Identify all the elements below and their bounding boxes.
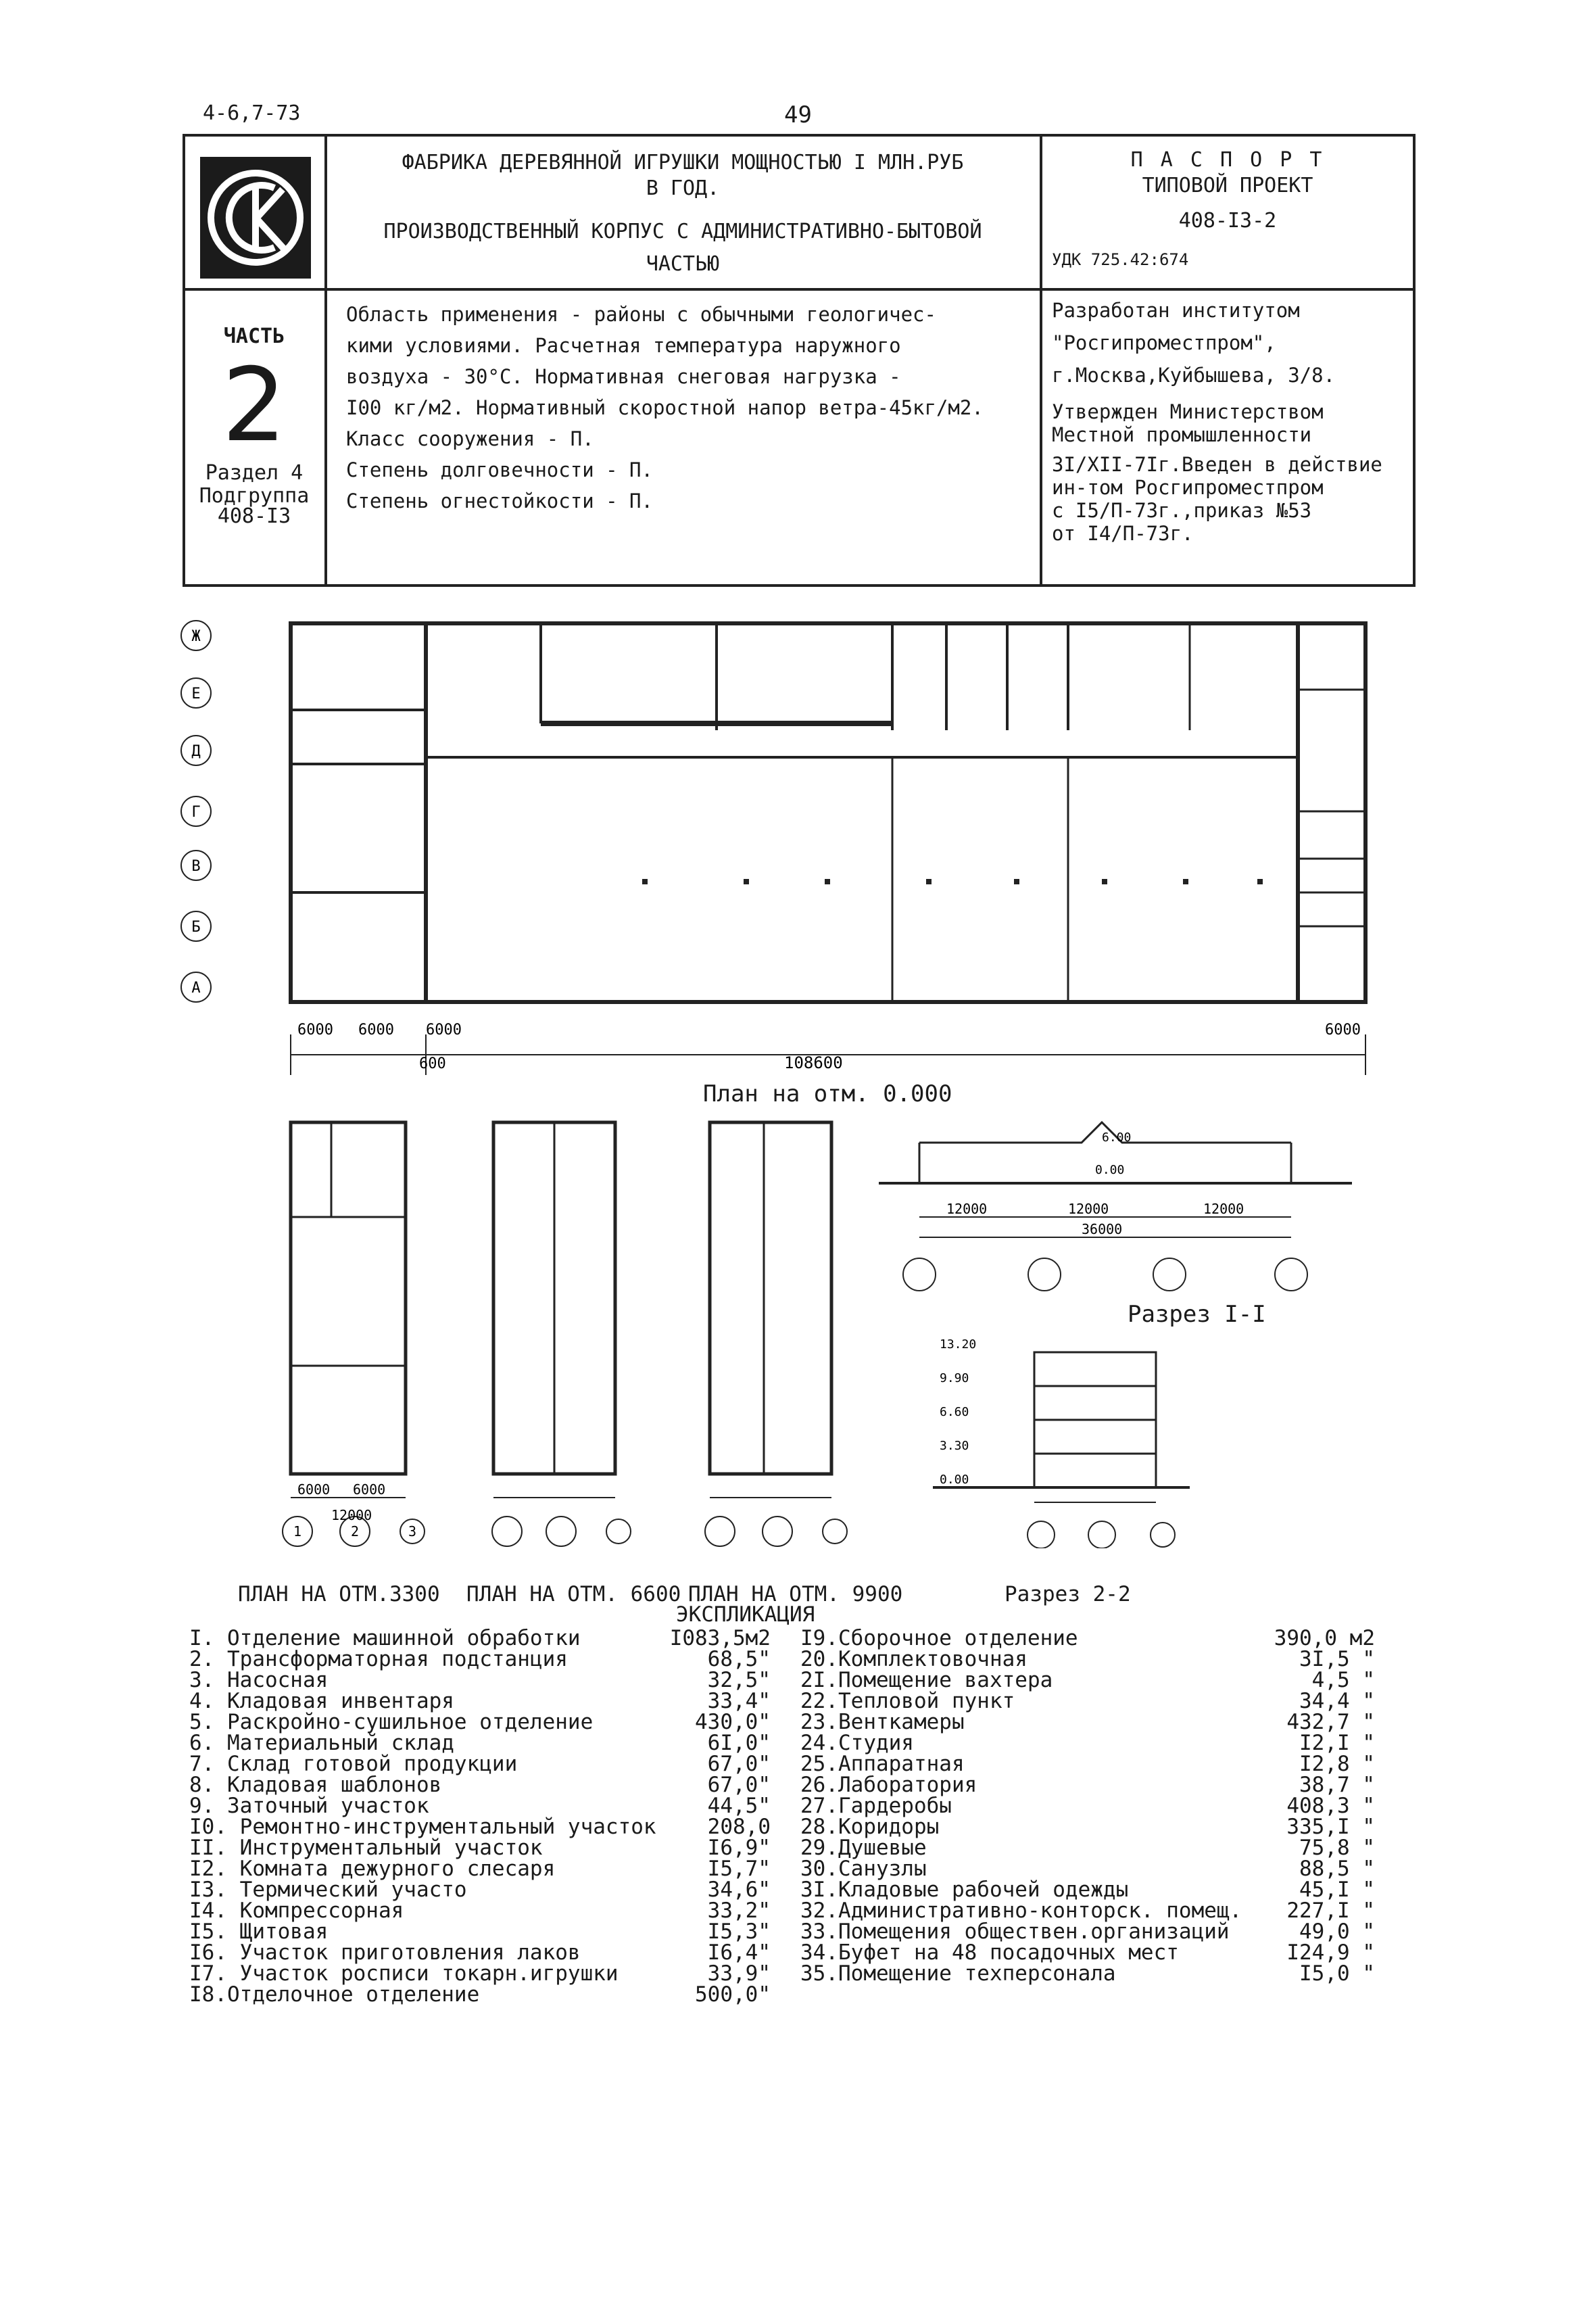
plan-6600 (466, 1116, 656, 1548)
explication-row (800, 1649, 1382, 1670)
explication-area-value: 75,8 " (1299, 1836, 1375, 1860)
explication-area-value: 45,I " (1299, 1878, 1375, 1902)
explication-area-value: I2,8 " (1299, 1752, 1375, 1776)
explication-room-name: 8. Кладовая шаблонов (189, 1773, 442, 1797)
explication-row (800, 1733, 1382, 1754)
explication-area-value: I5,0 " (1299, 1961, 1375, 1986)
section-line-1: Раздел 4 (205, 461, 304, 485)
explication-area-value: 38,7 " (1299, 1773, 1375, 1797)
explication-row (189, 1628, 771, 1649)
axis-number: 1 (293, 1523, 302, 1540)
explication-row (800, 1859, 1382, 1880)
explication-room-name: 7. Склад готовой продукции (189, 1752, 518, 1776)
axis-letter: Б (191, 919, 201, 936)
explication-room-name: 5. Раскройно-сушильное отделение (189, 1710, 594, 1734)
explication-row (189, 1670, 771, 1691)
explication-room-name: I6. Участок приготовления лаков (189, 1940, 581, 1965)
dev-line-4: Утвержден Министерством (1052, 400, 1324, 423)
explication-room-name: 2. Трансформаторная подстанция (189, 1647, 568, 1671)
explication-row (800, 1712, 1382, 1733)
part-number: 2 (222, 347, 287, 464)
explication-row (800, 1670, 1382, 1691)
axis-number: 2 (350, 1523, 360, 1540)
explication-room-name: 20.Комплектовочная (800, 1647, 1027, 1671)
explication-area-value: 335,I " (1286, 1815, 1375, 1839)
explication-room-name: 24.Студия (800, 1731, 914, 1755)
axis-letter: Г (191, 804, 201, 821)
axis-number: 3 (408, 1523, 417, 1540)
explication-row (189, 1859, 771, 1880)
explication-row (189, 1796, 771, 1817)
explication-area-value: I5,7" (707, 1857, 771, 1881)
udk-code: УДК 725.42:674 (1052, 250, 1189, 269)
dim-label: 600 (419, 1055, 446, 1072)
explication-area-value: 49,0 " (1299, 1919, 1375, 1944)
cond-line-2: кими условиями. Расчетная температура наружного (346, 334, 901, 357)
level-label: 6.60 (940, 1405, 969, 1419)
cond-line-5: Класс сооружения - П. (346, 427, 594, 450)
explication-room-name: I8.Отделочное отделение (189, 1982, 480, 2007)
explication-area-value: 430,0" (695, 1710, 771, 1734)
explication-room-name: 30.Санузлы (800, 1857, 927, 1881)
project-number: 408-I3-2 (1178, 209, 1277, 233)
explication-area-value: 432,7 " (1286, 1710, 1375, 1734)
explication-room-name: I. Отделение машинной обработки (189, 1626, 581, 1650)
explication-room-name: 9. Заточный участок (189, 1794, 429, 1818)
explication-row (189, 1649, 771, 1670)
part-label: ЧАСТЬ (223, 325, 285, 348)
section-line-2: Подгруппа (199, 484, 310, 508)
explication-room-name: I3. Термический участо (189, 1878, 467, 1902)
project-title (331, 150, 1034, 277)
explication-room-name: I0. Ремонтно-инструментальный участок (189, 1815, 656, 1839)
explication-area-value: 67,0" (707, 1752, 771, 1776)
explication-area-value: 4,5 " (1311, 1668, 1375, 1692)
explication-row (189, 1733, 771, 1754)
conditions-block (346, 299, 1038, 517)
explication-room-name: 33.Помещения обществен.организаций (800, 1919, 1230, 1944)
title-line-3: ПРОИЗВОДСТВЕННЫЙ КОРПУС С АДМИНИСТРАТИВНО-БЫТОВОЙ (383, 220, 982, 243)
explication-area-value: 34,6" (707, 1878, 771, 1902)
explication-room-name: 22.Тепловой пункт (800, 1689, 1015, 1713)
section-2-caption: Разрез 2-2 (1005, 1582, 1131, 1606)
explication-row (800, 1919, 1382, 1944)
axis-letter: Е (191, 686, 201, 702)
explication-row (189, 1984, 771, 2005)
explication-row (189, 1712, 771, 1733)
explication-row (800, 1796, 1382, 1817)
section-1-1 (879, 1095, 1352, 1312)
level-label: 13.20 (940, 1337, 977, 1352)
explication-area-value: 44,5" (707, 1794, 771, 1818)
explication-room-name: 6. Материальный склад (189, 1731, 454, 1755)
section-line-3: 408-I3 (217, 504, 291, 528)
axis-letter: В (191, 858, 201, 875)
explication-row (189, 1919, 771, 1944)
explication-room-name: I9.Сборочное отделение (800, 1626, 1078, 1650)
explication-room-name: I4. Компрессорная (189, 1899, 404, 1923)
dim-label: 12000 (1203, 1201, 1244, 1217)
cond-line-6: Степень долговечности - П. (346, 458, 653, 481)
dim-label: 12000 (331, 1507, 372, 1523)
axis-letter: Д (191, 743, 201, 760)
dim-label: 6000 (358, 1022, 394, 1039)
explication-area-value: 500,0" (695, 1982, 771, 2007)
axis-letter: Ж (191, 628, 201, 645)
explication-left (189, 1628, 771, 2005)
explication-row (189, 1838, 771, 1859)
explication-area-value: I6,9" (707, 1836, 771, 1860)
explication-area-value: 67,0" (707, 1773, 771, 1797)
explication-area-value: 33,9" (707, 1961, 771, 1986)
explication-row (800, 1942, 1382, 1963)
explication-area-value: 390,0 м2 (1274, 1626, 1375, 1650)
explication-room-name: I7. Участок росписи токарн.игрушки (189, 1961, 619, 1986)
plan-3300-caption: ПЛАН НА ОТМ.3300 (238, 1582, 440, 1606)
explication-area-value: I2,I " (1299, 1731, 1375, 1755)
explication-room-name: 25.Аппаратная (800, 1752, 965, 1776)
explication-row (800, 1838, 1382, 1859)
explication-room-name: 3. Насосная (189, 1668, 329, 1692)
explication-row (800, 1754, 1382, 1775)
plan-9900-caption: ПЛАН НА ОТМ. 9900 (688, 1582, 903, 1606)
explication-row (800, 1775, 1382, 1796)
explication-area-value: 408,3 " (1286, 1794, 1375, 1818)
level-label: 0.00 (1095, 1163, 1125, 1177)
explication-row (800, 1817, 1382, 1838)
dim-label: 36000 (1082, 1221, 1123, 1237)
explication-room-name: 2I.Помещение вахтера (800, 1668, 1053, 1692)
dev-line-2: "Росгипроместпром", (1052, 331, 1276, 354)
dim-label: 6000 (1325, 1022, 1361, 1039)
explication-area-value: I24,9 " (1286, 1940, 1375, 1965)
explication-row (800, 1628, 1382, 1649)
explication-area-value: 6I,0" (707, 1731, 771, 1755)
title-line-2: В ГОД. (646, 176, 720, 200)
dev-line-8: с I5/П-73г.,приказ №53 (1052, 499, 1312, 522)
cond-line-1: Область применения - районы с обычными геологичес- (346, 303, 936, 326)
document-code: 4-6,7-73 (203, 101, 301, 125)
dim-label: 12000 (946, 1201, 988, 1217)
explication-room-name: 26.Лаборатория (800, 1773, 977, 1797)
explication-area-value: 208,0 (707, 1815, 771, 1839)
explication-area-value: I6,4" (707, 1940, 771, 1965)
cond-line-4: I00 кг/м2. Нормативный скоростной напор ветра-45кг/м2. (346, 396, 984, 419)
dim-label: 12000 (1068, 1201, 1109, 1217)
explication-row (800, 1880, 1382, 1901)
title-line-4: ЧАСТЬЮ (646, 252, 720, 276)
explication-room-name: 3I.Кладовые рабочей одежды (800, 1878, 1129, 1902)
explication-area-value: 227,I " (1286, 1899, 1375, 1923)
explication-row (189, 1691, 771, 1712)
dim-label: 108600 (784, 1053, 843, 1072)
explication-area-value: 68,5" (707, 1647, 771, 1671)
dev-line-7: ин-том Росгипроместпром (1052, 476, 1324, 499)
dim-label: 6000 (297, 1022, 333, 1039)
explication-area-value: 32,5" (707, 1668, 771, 1692)
explication-area-value: 33,2" (707, 1899, 771, 1923)
explication-room-name: 4. Кладовая инвентаря (189, 1689, 454, 1713)
dev-line-1: Разработан институтом (1052, 299, 1300, 322)
dev-line-3: г.Москва,Куйбышева, 3/8. (1052, 364, 1336, 387)
explication-row (800, 1901, 1382, 1922)
page-number: 49 (784, 101, 812, 128)
dim-label: 6000 (353, 1481, 386, 1498)
explication-area-value: I083,5м2 (669, 1626, 771, 1650)
explication-row (189, 1942, 771, 1963)
plan-6600-caption: ПЛАН НА ОТМ. 6600 (466, 1582, 681, 1606)
explication-right (800, 1628, 1382, 1984)
level-label: 3.30 (940, 1439, 969, 1453)
explication-area-value: 88,5 " (1299, 1857, 1375, 1881)
dev-line-9: от I4/П-73г. (1052, 522, 1194, 545)
axis-letter: А (191, 980, 201, 997)
section-1-caption: Разрез I-I (1128, 1301, 1266, 1328)
ck-logo-mark (200, 157, 311, 279)
main-plan-caption: План на отм. 0.000 (703, 1080, 952, 1107)
plan-3300 (203, 1116, 426, 1548)
section-2-2 (933, 1325, 1224, 1548)
passport-title: П А С П О Р Т (1130, 148, 1325, 172)
explication-room-name: I2. Комната дежурного слесаря (189, 1857, 556, 1881)
explication-row (800, 1963, 1382, 1984)
explication-row (189, 1963, 771, 1984)
explication-room-name: 23.Венткамеры (800, 1710, 965, 1734)
plan-9900 (690, 1116, 865, 1548)
dev-line-6: 3I/XII-7Iг.Введен в действие (1052, 453, 1382, 476)
explication-room-name: 29.Душевые (800, 1836, 927, 1860)
explication-row (189, 1754, 771, 1775)
explication-row (189, 1817, 771, 1838)
explication-area-value: 33,4" (707, 1689, 771, 1713)
ck-logo (200, 157, 311, 279)
dev-line-5: Местной промышленности (1052, 423, 1312, 446)
explication-room-name: 28.Коридоры (800, 1815, 940, 1839)
explication-room-name: 32.Административно-конторск. помещ. (800, 1899, 1242, 1923)
title-line-1: ФАБРИКА ДЕРЕВЯННОЙ ИГРУШКИ МОЩНОСТЬЮ I МЛН.РУБ (402, 151, 964, 174)
explication-title: ЭКСПЛИКАЦИЯ (676, 1602, 815, 1627)
level-label: 6.00 (1102, 1130, 1132, 1145)
cond-line-7: Степень огнестойкости - П. (346, 490, 653, 512)
explication-row (800, 1691, 1382, 1712)
cond-line-3: воздуха - 30°С. Нормативная снеговая нагрузка - (346, 365, 901, 388)
explication-area-value: 34,4 " (1299, 1689, 1375, 1713)
explication-room-name: I5. Щитовая (189, 1919, 329, 1944)
developer-block (1052, 299, 1410, 545)
dim-label: 6000 (297, 1481, 331, 1498)
frame-divider-h (183, 288, 1416, 291)
explication-room-name: 27.Гардеробы (800, 1794, 952, 1818)
dim-label: 6000 (426, 1022, 462, 1039)
explication-row (189, 1901, 771, 1922)
explication-area-value: I5,3" (707, 1919, 771, 1944)
frame-divider-v1 (324, 134, 327, 587)
passport-subtitle: ТИПОВОЙ ПРОЕКТ (1142, 174, 1313, 197)
explication-room-name: 35.Помещение техперсонала (800, 1961, 1116, 1986)
level-label: 0.00 (940, 1473, 969, 1487)
explication-room-name: II. Инструментальный участок (189, 1836, 543, 1860)
explication-area-value: 3I,5 " (1299, 1647, 1375, 1671)
explication-row (189, 1775, 771, 1796)
explication-row (189, 1880, 771, 1901)
main-floor-plan (176, 588, 1433, 1129)
frame-divider-v2 (1040, 134, 1042, 587)
passport-block (1045, 147, 1410, 234)
explication-room-name: 34.Буфет на 48 посадочных мест (800, 1940, 1179, 1965)
part-block (187, 325, 322, 527)
level-label: 9.90 (940, 1371, 969, 1385)
